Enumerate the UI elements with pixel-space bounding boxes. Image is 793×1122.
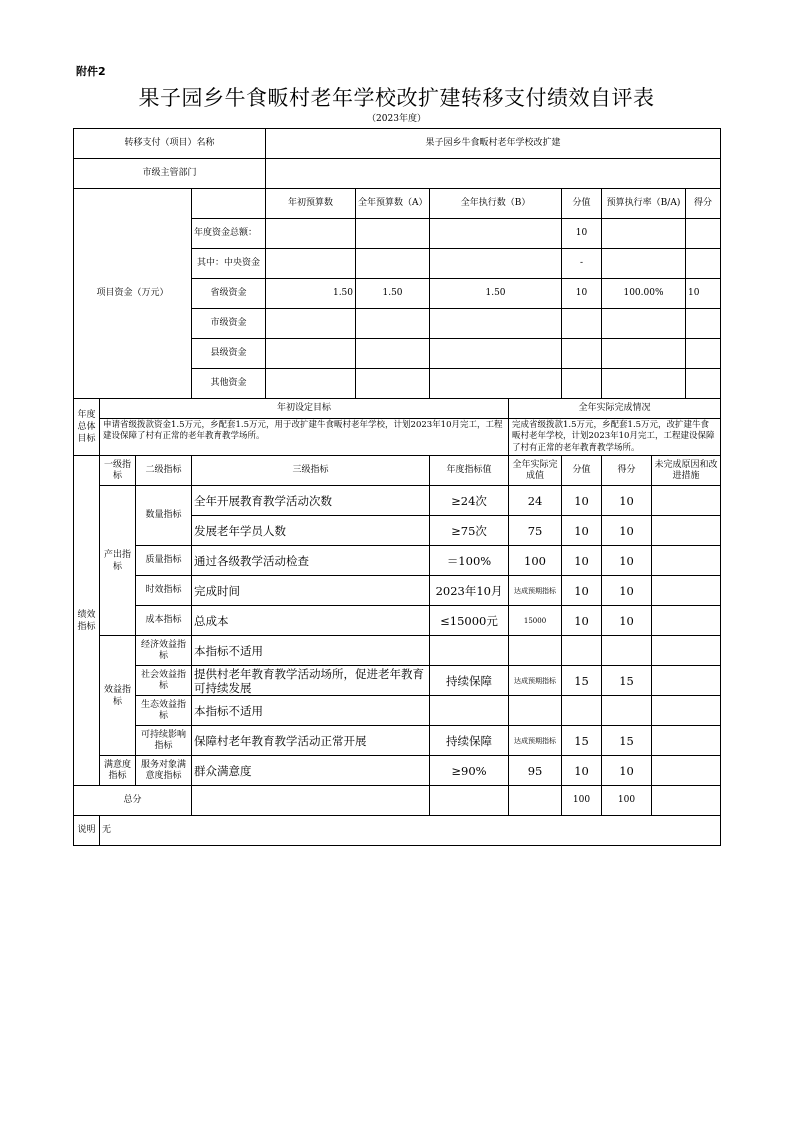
perf-header-l1: 一级指标 bbox=[100, 456, 136, 486]
perf-row-actual: 100 bbox=[509, 546, 562, 576]
funds-row-initial bbox=[266, 249, 356, 279]
funds-row-got bbox=[686, 219, 721, 249]
funds-row-initial bbox=[266, 309, 356, 339]
satisfaction-row bbox=[74, 756, 721, 786]
funds-row-score: 10 bbox=[562, 219, 602, 249]
total-score: 100 bbox=[562, 786, 602, 816]
goals-initial-text: 申请省级拨款资金1.5万元，乡配套1.5万元，用于改扩建牛食畈村老年学校，计划2023年10月完工，工程建设保障了村有正常的老年教育教学场所。 bbox=[100, 419, 509, 456]
page-title: 果子园乡牛食畈村老年学校改扩建转移支付绩效自评表 bbox=[138, 86, 655, 110]
perf-row-actual: 15000 bbox=[509, 606, 562, 636]
perf-row-target: 持续保障 bbox=[430, 666, 509, 696]
funds-header-blank bbox=[192, 189, 266, 219]
funds-header-score: 分值 bbox=[562, 189, 602, 219]
funds-row-got bbox=[686, 249, 721, 279]
project-name-value: 果子园乡牛食畈村老年学校改扩建 bbox=[266, 129, 721, 159]
perf-row-target bbox=[430, 696, 509, 726]
perf-row-target: ≤15000元 bbox=[430, 606, 509, 636]
note-value: 无 bbox=[100, 816, 721, 846]
perf-row-l3: 通过各级教学活动检查 bbox=[192, 546, 430, 576]
perf-row-l3: 总成本 bbox=[192, 606, 430, 636]
funds-row-got bbox=[686, 339, 721, 369]
funds-header-executed: 全年执行数（B） bbox=[430, 189, 562, 219]
perf-row-actual bbox=[509, 696, 562, 726]
perf-row-got: 10 bbox=[602, 606, 652, 636]
funds-row-got: 10 bbox=[686, 279, 721, 309]
perf-row-reason bbox=[652, 516, 721, 546]
funds-row-score bbox=[562, 339, 602, 369]
funds-row-rate bbox=[602, 249, 686, 279]
perf-row-actual: 75 bbox=[509, 516, 562, 546]
department-value bbox=[266, 159, 721, 189]
perf-row-reason bbox=[652, 576, 721, 606]
output-indicator-label: 产出指标 bbox=[100, 486, 136, 636]
funds-row-initial: 1.50 bbox=[266, 279, 356, 309]
funds-header-got: 得分 bbox=[686, 189, 721, 219]
funds-row-initial bbox=[266, 219, 356, 249]
perf-row-target: ≥75次 bbox=[430, 516, 509, 546]
perf-row-target: 持续保障 bbox=[430, 726, 509, 756]
perf-row-got: 10 bbox=[602, 546, 652, 576]
perf-row-reason bbox=[652, 636, 721, 666]
total-row bbox=[74, 786, 721, 816]
perf-row-got: 15 bbox=[602, 666, 652, 696]
funds-row-annual bbox=[356, 309, 430, 339]
perf-row bbox=[74, 636, 721, 666]
perf-row-l3: 保障村老年教育教学活动正常开展 bbox=[192, 726, 430, 756]
satisfaction-l2: 服务对象满意度指标 bbox=[136, 756, 192, 786]
perf-header-score: 分值 bbox=[562, 456, 602, 486]
funds-row-label: 省级资金 bbox=[192, 279, 266, 309]
funds-header-row bbox=[74, 189, 721, 219]
perf-label: 绩效指标 bbox=[74, 456, 100, 786]
perf-row-reason bbox=[652, 726, 721, 756]
perf-row-actual: 24 bbox=[509, 486, 562, 516]
perf-row-got: 10 bbox=[602, 576, 652, 606]
perf-row-score: 10 bbox=[562, 486, 602, 516]
total-reason-blank bbox=[652, 786, 721, 816]
perf-header-got: 得分 bbox=[602, 456, 652, 486]
funds-row-executed bbox=[430, 219, 562, 249]
perf-row-l3: 本指标不适用 bbox=[192, 636, 430, 666]
total-got: 100 bbox=[602, 786, 652, 816]
funds-row-initial bbox=[266, 369, 356, 399]
funds-row-executed bbox=[430, 369, 562, 399]
perf-row-target: ≥24次 bbox=[430, 486, 509, 516]
perf-row-target bbox=[430, 636, 509, 666]
report-year: （2023年度） bbox=[367, 114, 426, 124]
perf-header-target: 年度指标值 bbox=[430, 456, 509, 486]
funds-row-annual: 1.50 bbox=[356, 279, 430, 309]
note-label: 说明 bbox=[74, 816, 100, 846]
goals-actual-header: 全年实际完成情况 bbox=[509, 399, 721, 419]
perf-row-target: 2023年10月 bbox=[430, 576, 509, 606]
funds-row-annual bbox=[356, 219, 430, 249]
perf-row-l3: 完成时间 bbox=[192, 576, 430, 606]
funds-row-score bbox=[562, 309, 602, 339]
goals-actual-text: 完成省级拨款1.5万元，乡配套1.5万元，改扩建牛食畈村老年学校，计划2023年10月完工，工程建设保障了村有正常的老年教育教学场所。 bbox=[509, 419, 721, 456]
perf-row-got bbox=[602, 636, 652, 666]
project-name-label: 转移支付（项目）名称 bbox=[74, 129, 266, 159]
perf-row-reason bbox=[652, 486, 721, 516]
perf-row-score: 15 bbox=[562, 726, 602, 756]
perf-row-score bbox=[562, 636, 602, 666]
funds-row-rate bbox=[602, 309, 686, 339]
perf-row-got: 10 bbox=[602, 516, 652, 546]
total-label: 总分 bbox=[74, 786, 192, 816]
total-blank bbox=[192, 786, 430, 816]
funds-header-rate: 预算执行率（B/A) bbox=[602, 189, 686, 219]
perf-row bbox=[74, 666, 721, 696]
funds-row-annual bbox=[356, 339, 430, 369]
perf-row-l2: 成本指标 bbox=[136, 606, 192, 636]
perf-row-l3: 发展老年学员人数 bbox=[192, 516, 430, 546]
attachment-label: 附件2 bbox=[76, 65, 106, 78]
perf-row bbox=[74, 606, 721, 636]
perf-row-score: 10 bbox=[562, 606, 602, 636]
department-row bbox=[74, 159, 721, 189]
perf-row-score: 10 bbox=[562, 516, 602, 546]
perf-row-l2: 经济效益指标 bbox=[136, 636, 192, 666]
self-evaluation-table bbox=[73, 128, 721, 846]
perf-row-l3: 全年开展教育教学活动次数 bbox=[192, 486, 430, 516]
perf-header-row bbox=[74, 456, 721, 486]
total-target-blank bbox=[430, 786, 509, 816]
funds-header-initial: 年初预算数 bbox=[266, 189, 356, 219]
satisfaction-l3: 群众满意度 bbox=[192, 756, 430, 786]
perf-row bbox=[74, 546, 721, 576]
perf-header-actual: 全年实际完成值 bbox=[509, 456, 562, 486]
perf-row-got bbox=[602, 696, 652, 726]
perf-row bbox=[74, 486, 721, 516]
goals-label: 年度总体目标 bbox=[74, 399, 100, 456]
perf-row-actual: 达成预期指标 bbox=[509, 666, 562, 696]
funds-row-executed bbox=[430, 249, 562, 279]
funds-row-annual bbox=[356, 249, 430, 279]
funds-row-executed bbox=[430, 309, 562, 339]
perf-row-got: 15 bbox=[602, 726, 652, 756]
satisfaction-actual: 95 bbox=[509, 756, 562, 786]
funds-row-score bbox=[562, 369, 602, 399]
funds-header-annual: 全年预算数（A） bbox=[356, 189, 430, 219]
perf-row-l2: 社会效益指标 bbox=[136, 666, 192, 696]
satisfaction-l1: 满意度指标 bbox=[100, 756, 136, 786]
perf-row-score bbox=[562, 696, 602, 726]
funds-row-score: 10 bbox=[562, 279, 602, 309]
funds-row-rate bbox=[602, 369, 686, 399]
perf-row-l2: 可持续影响指标 bbox=[136, 726, 192, 756]
perf-row bbox=[74, 576, 721, 606]
funds-row-label: 县级资金 bbox=[192, 339, 266, 369]
perf-row-score: 15 bbox=[562, 666, 602, 696]
perf-row-l2: 数量指标 bbox=[136, 486, 192, 546]
perf-row-target: ＝100% bbox=[430, 546, 509, 576]
funds-row-label: 年度资金总额： bbox=[192, 219, 266, 249]
perf-row bbox=[74, 726, 721, 756]
goals-header-row bbox=[74, 399, 721, 419]
satisfaction-reason bbox=[652, 756, 721, 786]
perf-row-l2: 时效指标 bbox=[136, 576, 192, 606]
funds-row-rate bbox=[602, 339, 686, 369]
goals-initial-header: 年初设定目标 bbox=[100, 399, 509, 419]
perf-row-score: 10 bbox=[562, 576, 602, 606]
funds-row-got bbox=[686, 309, 721, 339]
project-name-row bbox=[74, 129, 721, 159]
funds-row-rate bbox=[602, 219, 686, 249]
perf-row-reason bbox=[652, 546, 721, 576]
perf-row-reason bbox=[652, 666, 721, 696]
funds-row-initial bbox=[266, 339, 356, 369]
perf-row-score: 10 bbox=[562, 546, 602, 576]
funds-row-label: 市级资金 bbox=[192, 309, 266, 339]
funds-row-rate: 100.00% bbox=[602, 279, 686, 309]
perf-row-reason bbox=[652, 696, 721, 726]
funds-row-label: 其他资金 bbox=[192, 369, 266, 399]
perf-row-l3: 提供村老年教育教学活动场所，促进老年教育可持续发展 bbox=[192, 666, 430, 696]
goals-text-row bbox=[74, 419, 721, 456]
funds-row-score: - bbox=[562, 249, 602, 279]
perf-row-got: 10 bbox=[602, 486, 652, 516]
perf-row-l2: 生态效益指标 bbox=[136, 696, 192, 726]
benefit-indicator-label: 效益指标 bbox=[100, 636, 136, 756]
total-actual-blank bbox=[509, 786, 562, 816]
perf-row-l2: 质量指标 bbox=[136, 546, 192, 576]
department-label: 市级主管部门 bbox=[74, 159, 266, 189]
perf-row-actual: 达成预期指标 bbox=[509, 576, 562, 606]
perf-row-reason bbox=[652, 606, 721, 636]
satisfaction-score: 10 bbox=[562, 756, 602, 786]
perf-header-l2: 二级指标 bbox=[136, 456, 192, 486]
satisfaction-target: ≥90% bbox=[430, 756, 509, 786]
perf-header-l3: 三级指标 bbox=[192, 456, 430, 486]
perf-row-actual bbox=[509, 636, 562, 666]
satisfaction-got: 10 bbox=[602, 756, 652, 786]
perf-header-reason: 未完成原因和改进措施 bbox=[652, 456, 721, 486]
funds-row-executed: 1.50 bbox=[430, 279, 562, 309]
funds-row-annual bbox=[356, 369, 430, 399]
perf-row bbox=[74, 696, 721, 726]
funds-row-executed bbox=[430, 339, 562, 369]
funds-row-got bbox=[686, 369, 721, 399]
funds-row-label: 其中：中央资金 bbox=[192, 249, 266, 279]
funds-label: 项目资金（万元） bbox=[74, 189, 192, 399]
perf-row-l3: 本指标不适用 bbox=[192, 696, 430, 726]
note-row bbox=[74, 816, 721, 846]
perf-row-actual: 达成预期指标 bbox=[509, 726, 562, 756]
